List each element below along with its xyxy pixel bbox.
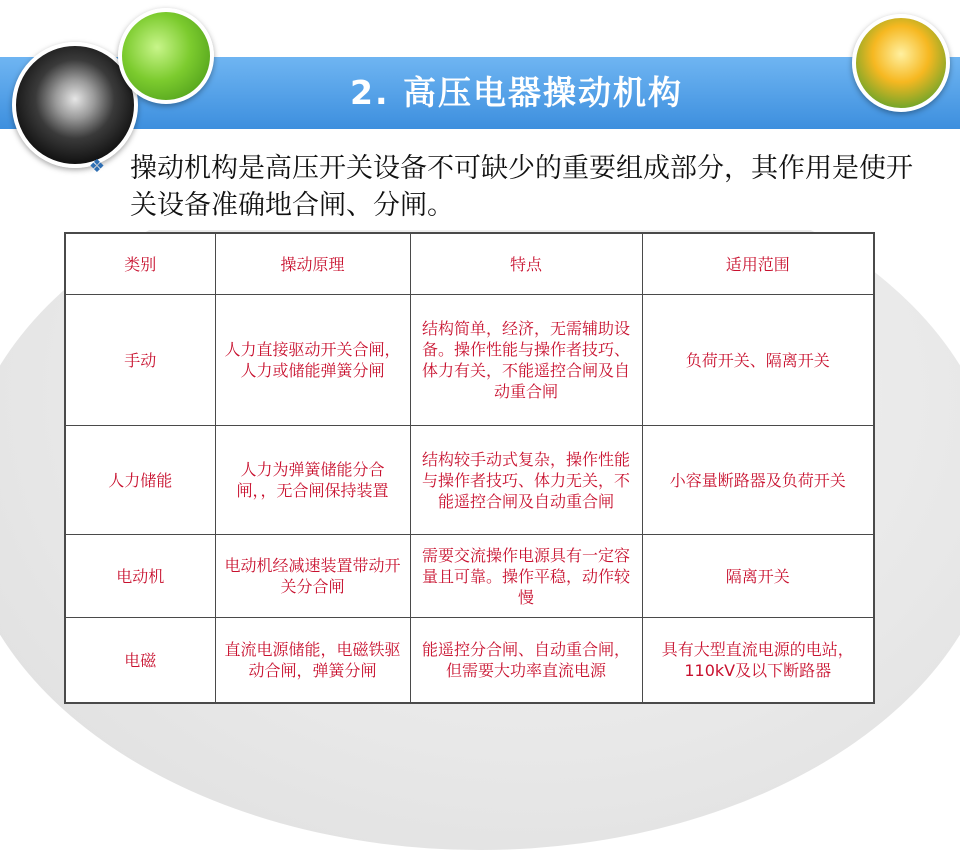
table-cell: 人力储能 <box>65 426 215 535</box>
table-cell: 小容量断路器及负荷开关 <box>642 426 874 535</box>
table-row <box>65 426 874 535</box>
table-cell: 能遥控分合闸、自动重合闸，但需要大功率直流电源 <box>410 618 642 704</box>
table-cell: 手动 <box>65 295 215 426</box>
table-cell: 具有大型直流电源的电站，110kV及以下断路器 <box>642 618 874 704</box>
bullet-text: 操动机构是高压开关设备不可缺少的重要组成部分，其作用是使开关设备准确地合闸、分闸。 <box>130 153 913 221</box>
header-cell-features: 特点 <box>410 233 642 295</box>
slide-title: 2. 高压电器操动机构 <box>350 73 683 112</box>
table-cell: 电动机经减速装置带动开关分合闸 <box>215 535 410 618</box>
table-cell: 直流电源储能，电磁铁驱动合闸，弹簧分闸 <box>215 618 410 704</box>
table-cell: 负荷开关、隔离开关 <box>642 295 874 426</box>
table-cell: 需要交流操作电源具有一定容量且可靠。操作平稳，动作较慢 <box>410 535 642 618</box>
table-cell: 人力直接驱动开关合闸，人力或储能弹簧分闸 <box>215 295 410 426</box>
table-cell: 隔离开关 <box>642 535 874 618</box>
header-cell-category: 类别 <box>65 233 215 295</box>
table-cell: 结构较手动式复杂，操作性能与操作者技巧、体力无关，不能遥控合闸及自动重合闸 <box>410 426 642 535</box>
mechanism-table <box>64 232 875 704</box>
header-cell-scope: 适用范围 <box>642 233 874 295</box>
table-row <box>65 295 874 426</box>
table-header-row <box>65 233 874 295</box>
table-cell: 电磁 <box>65 618 215 704</box>
table-cell: 电动机 <box>65 535 215 618</box>
table-row <box>65 618 874 704</box>
table-row <box>65 535 874 618</box>
table-cell: 结构简单，经济，无需辅助设备。操作性能与操作者技巧、体力有关，不能遥控合闸及自动重合闸 <box>410 295 642 426</box>
diamond-bullet-icon: ❖ <box>88 156 106 177</box>
green-leaf-photo-icon <box>118 8 214 104</box>
tulip-photo-icon <box>852 14 950 112</box>
header-cell-principle: 操动原理 <box>215 233 410 295</box>
table-cell: 人力为弹簧储能分合闸，，无合闸保持装置 <box>215 426 410 535</box>
